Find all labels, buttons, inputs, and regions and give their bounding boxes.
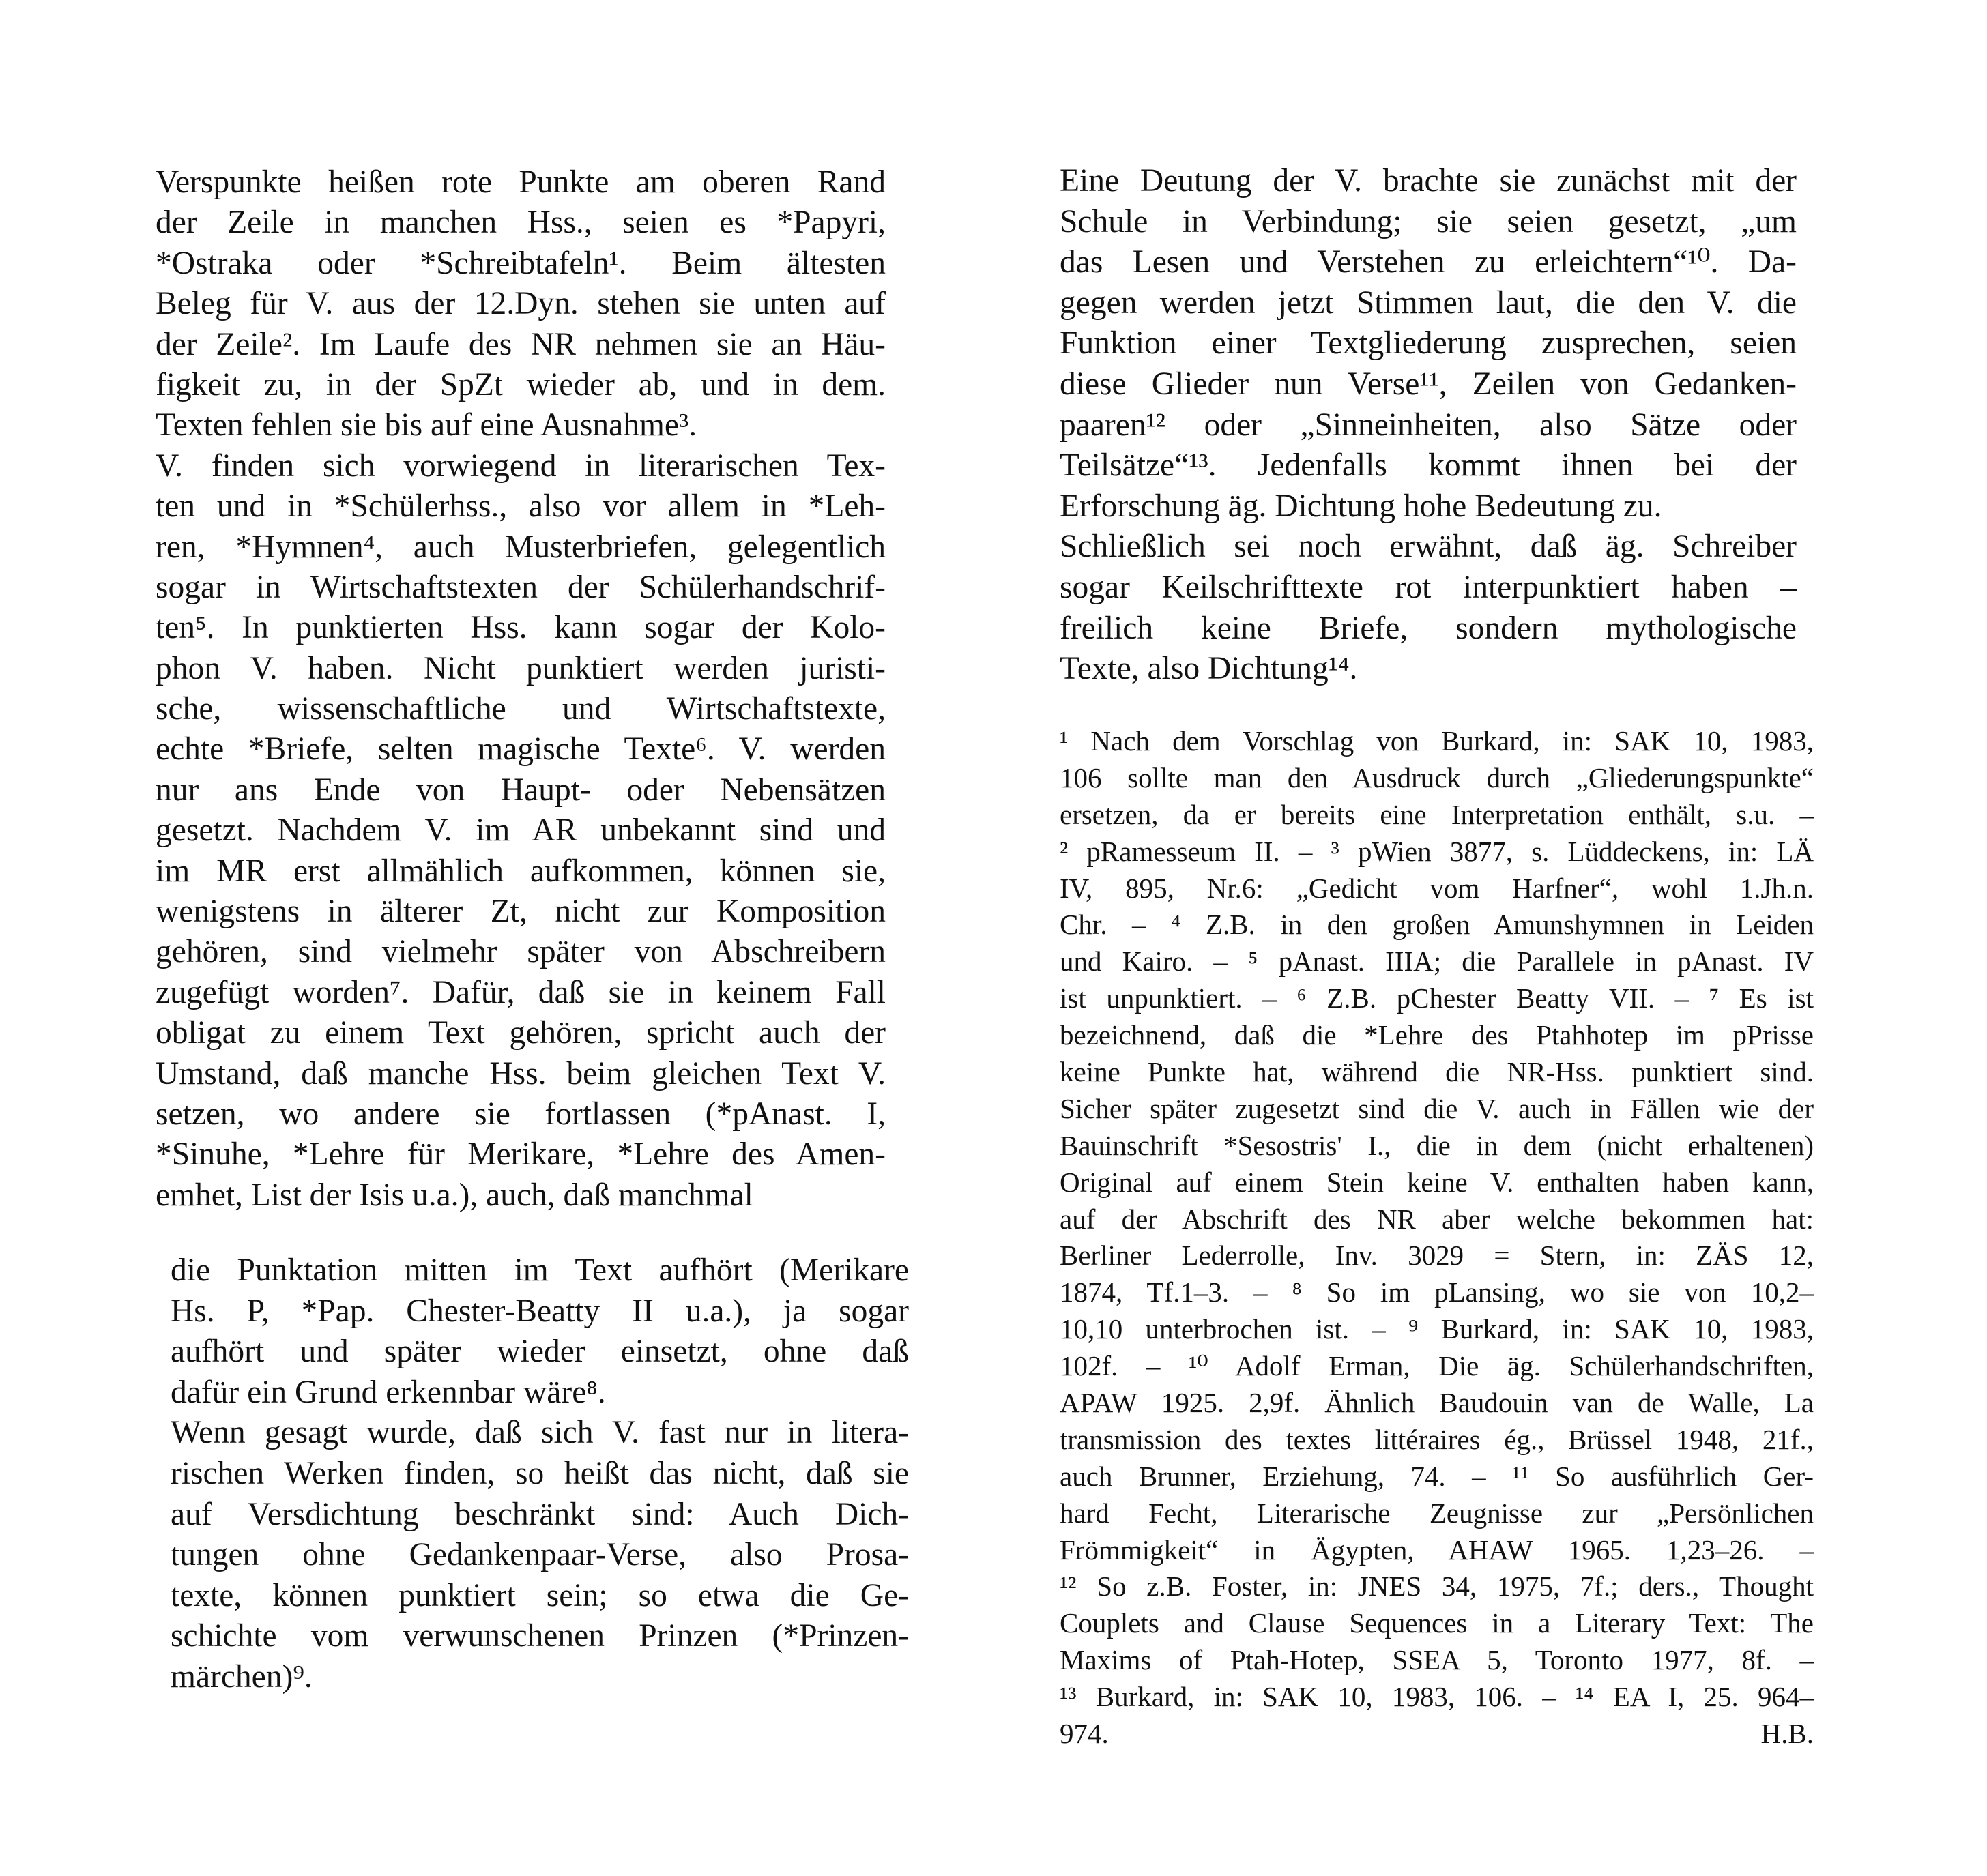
text-line: sogar in Wirtschaftstexten der Schülerhandschrif-	[156, 569, 886, 605]
text-line: Teilsätze“¹³. Jedenfalls kommt ihnen bei der	[1060, 448, 1797, 484]
text-line: das Lesen und Verstehen zu erleichtern“¹⁰. Da-	[1060, 244, 1797, 280]
text-line: Original auf einem Stein keine V. enthalten haben kann,	[1060, 1166, 1814, 1198]
text-line: dafür ein Grund erkennbar wäre⁸.	[171, 1374, 606, 1410]
text-line: ¹ Nach dem Vorschlag von Burkard, in: SAK 10, 1983,	[1060, 725, 1814, 757]
text-line: Sicher später zugesetzt sind die V. auch in Fällen wie der	[1060, 1092, 1814, 1124]
text-line: figkeit zu, in der SpZt wieder ab, und in dem.	[156, 366, 886, 402]
text-line: Bauinschrift *Sesostris' I., die in dem (nicht erhaltenen)	[1060, 1129, 1814, 1161]
right-column-block-a	[1060, 161, 1797, 690]
text-line: Eine Deutung der V. brachte sie zunächst mit der	[1060, 163, 1797, 199]
text-line: auf der Abschrift des NR aber welche bekommen hat:	[1060, 1203, 1814, 1235]
text-line: freilich keine Briefe, sondern mythologische	[1060, 610, 1797, 646]
text-line: 10,10 unterbrochen ist. – ⁹ Burkard, in: SAK 10, 1983,	[1060, 1313, 1814, 1345]
text-line: 1874, Tf.1–3. – ⁸ So im pLansing, wo sie von 10,2–	[1060, 1276, 1814, 1308]
text-line: märchen)⁹.	[171, 1658, 313, 1695]
text-line: Erforschung äg. Dichtung hohe Bedeutung zu.	[1060, 488, 1662, 524]
text-line: ten und in *Schülerhss., also vor allem in *Leh-	[156, 488, 886, 525]
text-line: gesetzt. Nachdem V. im AR unbekannt sind und	[156, 812, 886, 849]
text-line: 102f. – ¹⁰ Adolf Erman, Die äg. Schülerhandschriften,	[1060, 1350, 1814, 1382]
text-line: IV, 895, Nr.6: „Gedicht vom Harfner“, wohl 1.Jh.n.	[1060, 872, 1814, 904]
text-line: obligat zu einem Text gehören, spricht auch der	[156, 1015, 886, 1051]
text-line: ist unpunktiert. – ⁶ Z.B. pChester Beatty VII. – ⁷ Es ist	[1060, 982, 1814, 1014]
text-line: APAW 1925. 2,9f. Ähnlich Baudouin van de Walle, La	[1060, 1387, 1814, 1419]
text-line: schichte vom verwunschenen Prinzen (*Prinzen-	[171, 1618, 909, 1654]
text-line: Beleg für V. aus der 12.Dyn. stehen sie unten auf	[156, 286, 886, 322]
text-line: Umstand, daß manche Hss. beim gleichen Text V.	[156, 1055, 886, 1091]
text-line: wenigstens in älterer Zt, nicht zur Komposition	[156, 894, 886, 930]
text-line: *Ostraka oder *Schreibtafeln¹. Beim ältesten	[156, 245, 886, 281]
footnotes	[1060, 723, 1814, 1753]
text-line: gehören, sind vielmehr später von Abschreibern	[156, 934, 886, 970]
text-line: transmission des textes littéraires ég., Brüssel 1948, 21f.,	[1060, 1423, 1814, 1455]
text-line: Wenn gesagt wurde, daß sich V. fast nur in litera-	[171, 1415, 909, 1451]
text-line: auch Brunner, Erziehung, 74. – ¹¹ So ausführlich Ger-	[1060, 1460, 1814, 1492]
footnote-end: 974.	[1060, 1718, 1109, 1750]
text-line: tungen ohne Gedankenpaar-Verse, also Prosa-	[171, 1537, 909, 1573]
left-column-block-a	[156, 162, 886, 1216]
text-line: setzen, wo andere sie fortlassen (*pAnast. I,	[156, 1096, 886, 1132]
text-line: bezeichnend, daß die *Lehre des Ptahhotep im pPrisse	[1060, 1019, 1814, 1051]
text-line: rischen Werken finden, so heißt das nicht, daß sie	[171, 1455, 909, 1491]
text-line: auf Versdichtung beschränkt sind: Auch Dich-	[171, 1496, 909, 1532]
text-line: aufhört und später wieder einsetzt, ohne daß	[171, 1334, 909, 1370]
text-line: hard Fecht, Literarische Zeugnisse zur „Persönlichen	[1060, 1497, 1814, 1529]
text-line: ren, *Hymnen⁴, auch Musterbriefen, gelegentlich	[156, 529, 886, 565]
text-line: die Punktation mitten im Text aufhört (Merikare	[171, 1252, 909, 1288]
text-line: im MR erst allmählich aufkommen, können sie,	[156, 853, 886, 889]
text-line: Frömmigkeit“ in Ägypten, AHAW 1965. 1,23–26. –	[1060, 1534, 1814, 1566]
text-line: ² pRamesseum II. – ³ pWien 3877, s. Lüddeckens, in: LÄ	[1060, 835, 1814, 867]
text-line: zugefügt worden⁷. Dafür, daß sie in keinem Fall	[156, 974, 886, 1010]
text-line: phon V. haben. Nicht punktiert werden juristi-	[156, 650, 886, 686]
text-line: nur ans Ende von Haupt- oder Nebensätzen	[156, 772, 886, 808]
text-line: der Zeile². Im Laufe des NR nehmen sie an Häu-	[156, 326, 886, 362]
text-line: und Kairo. – ⁵ pAnast. IIIA; die Parallele in pAnast. IV	[1060, 946, 1814, 978]
text-line: ¹² So z.B. Foster, in: JNES 34, 1975, 7f.; ders., Thought	[1060, 1570, 1814, 1602]
text-line: Maxims of Ptah-Hotep, SSEA 5, Toronto 1977, 8f. –	[1060, 1644, 1814, 1676]
text-line: Funktion einer Textgliederung zusprechen, seien	[1060, 325, 1797, 362]
text-line: Verspunkte heißen rote Punkte am oberen Rand	[156, 164, 886, 200]
text-line: texte, können punktiert sein; so etwa die Ge-	[171, 1577, 909, 1613]
text-line: emhet, List der Isis u.a.), auch, daß manchmal	[156, 1177, 753, 1213]
left-column-block-b	[171, 1250, 909, 1698]
text-line: ersetzen, da er bereits eine Interpretation enthält, s.u. –	[1060, 798, 1814, 830]
text-line: keine Punkte hat, während die NR-Hss. punktiert sind.	[1060, 1056, 1814, 1088]
text-line: Texte, also Dichtung¹⁴.	[1060, 651, 1358, 687]
text-line: diese Glieder nun Verse¹¹, Zeilen von Gedanken-	[1060, 366, 1797, 402]
text-line	[1060, 1716, 1814, 1753]
text-line: Berliner Lederrolle, Inv. 3029 = Stern, in: ZÄS 12,	[1060, 1240, 1814, 1272]
text-line: sogar Keilschrifttexte rot interpunktiert haben –	[1060, 569, 1797, 605]
text-line: der Zeile in manchen Hss., seien es *Papyri,	[156, 205, 886, 241]
text-line: Hs. P, *Pap. Chester-Beatty II u.a.), ja sogar	[171, 1293, 909, 1329]
text-line: *Sinuhe, *Lehre für Merikare, *Lehre des Amen-	[156, 1137, 886, 1173]
text-line: V. finden sich vorwiegend in literarischen Tex-	[156, 448, 886, 484]
author-initials: H.B.	[1760, 1718, 1814, 1750]
text-line: ¹³ Burkard, in: SAK 10, 1983, 106. – ¹⁴ EA I, 25. 964–	[1060, 1681, 1814, 1713]
text-line: Couplets and Clause Sequences in a Literary Text: The	[1060, 1607, 1814, 1639]
text-line: paaren¹² oder „Sinneinheiten, also Sätze oder	[1060, 407, 1797, 443]
text-line: Schließlich sei noch erwähnt, daß äg. Schreiber	[1060, 529, 1797, 565]
text-line: ten⁵. In punktierten Hss. kann sogar der Kolo-	[156, 610, 886, 646]
text-line: echte *Briefe, selten magische Texte⁶. V. werden	[156, 731, 886, 767]
text-line: 106 sollte man den Ausdruck durch „Gliederungspunkte“	[1060, 761, 1814, 793]
text-line: gegen werden jetzt Stimmen laut, die den V. die	[1060, 284, 1797, 321]
text-line: Texten fehlen sie bis auf eine Ausnahme³.	[156, 407, 697, 443]
text-line: sche, wissenschaftliche und Wirtschaftstexte,	[156, 691, 886, 727]
text-line: Chr. – ⁴ Z.B. in den großen Amunshymnen in Leiden	[1060, 909, 1814, 941]
text-line: Schule in Verbindung; sie seien gesetzt, „um	[1060, 203, 1797, 239]
